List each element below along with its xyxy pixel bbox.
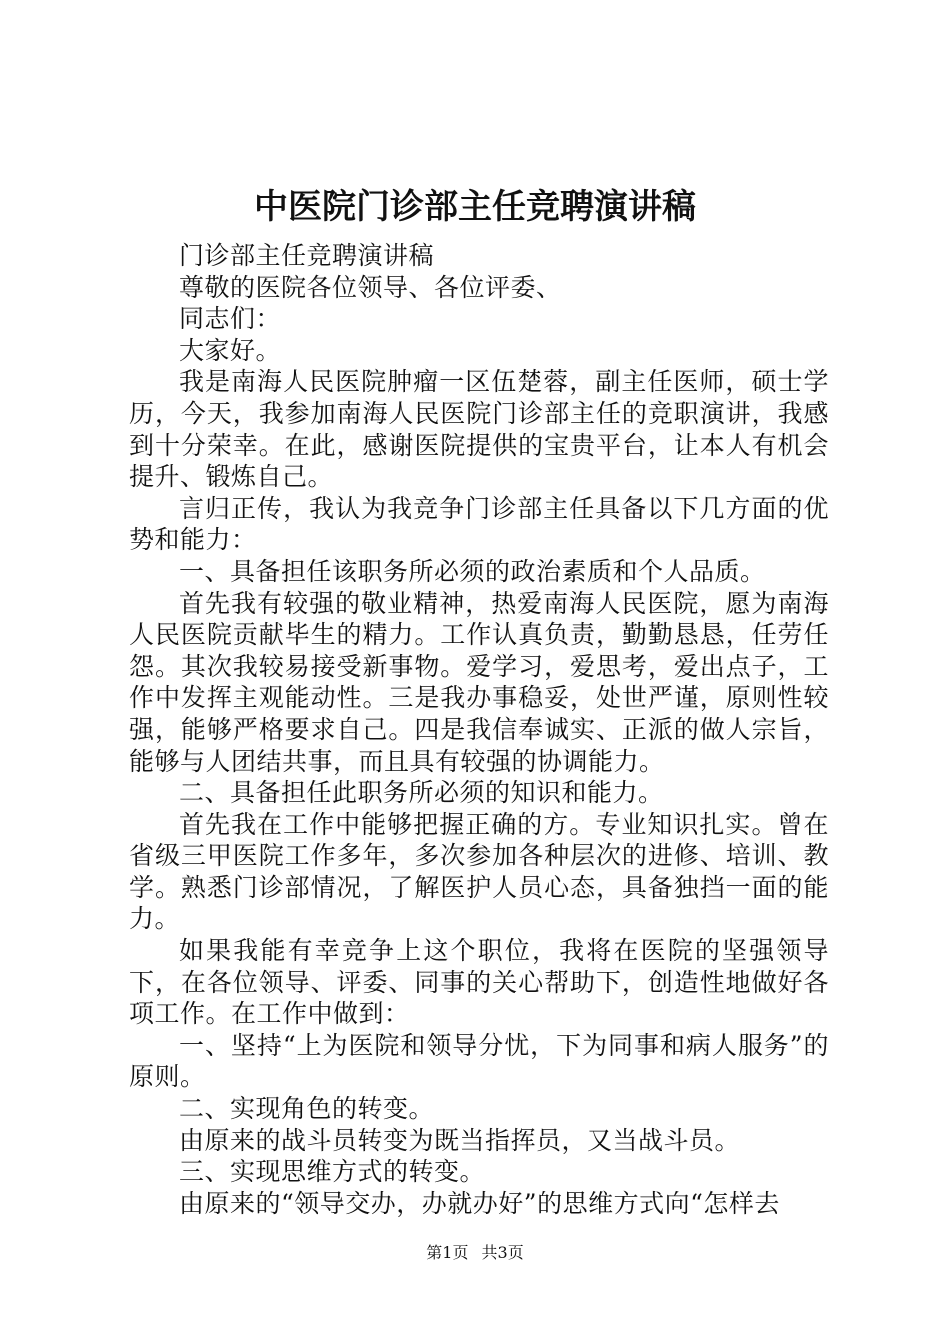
paragraph: 同志们：	[179, 304, 282, 334]
paragraph: 首先我有较强的敬业精神，热爱南海人民医院，愿为南海人民医院贡献毕生的精力。工作认真负责，勤勤恳恳，任劳任怨。其次我较易接受新事物。爱学习，爱思考，爱出点子，工作中发挥主观能动性。三是我办事稳妥，处世严谨，原则性较强，能够严格要求自己。四是我信奉诚实、正派的做人宗旨，能够与人团结共事，而且具有较强的协调能力。	[129, 588, 829, 776]
document-title: 中医院门诊部主任竞聘演讲稿	[254, 187, 696, 227]
paragraph: 三、实现思维方式的转变。	[179, 1157, 486, 1187]
paragraph: 言归正传，我认为我竞争门诊部主任具备以下几方面的优势和能力：	[129, 493, 829, 555]
paragraph: 如果我能有幸竞争上这个职位，我将在医院的坚强领导下，在各位领导、评委、同事的关心帮助下，创造性地做好各项工作。在工作中做到：	[129, 936, 829, 1029]
paragraph: 由原来的战斗员转变为既当指挥员，又当战斗员。	[179, 1125, 741, 1155]
paragraph: 我是南海人民医院肿瘤一区伍楚蓉，副主任医师，硕士学历，今天，我参加南海人民医院门诊部主任的竞职演讲，我感到十分荣幸。在此，感谢医院提供的宝贵平台，让本人有机会提升、锻炼自己。	[129, 367, 829, 492]
page-total: 共3页	[481, 1243, 524, 1262]
paragraph: 二、具备担任此职务所必须的知识和能力。	[179, 778, 664, 808]
paragraph: 尊敬的医院各位领导、各位评委、	[179, 272, 562, 302]
paragraph: 由原来的“领导交办，办就办好”的思维方式向“怎样去	[179, 1188, 780, 1218]
paragraph: 首先我在工作中能够把握正确的方。专业知识扎实。曾在省级三甲医院工作多年，多次参加各种层次的进修、培训、教学。熟悉门诊部情况，了解医护人员心态，具备独挡一面的能力。	[129, 809, 829, 934]
paragraph: 二、实现角色的转变。	[179, 1094, 435, 1124]
paragraph: 门诊部主任竞聘演讲稿	[179, 241, 435, 270]
page-footer	[0, 1241, 950, 1265]
paragraph: 一、具备担任该职务所必须的政治素质和个人品质。	[179, 556, 766, 586]
page-number: 第1页	[426, 1243, 469, 1262]
paragraph: 一、坚持“上为医院和领导分忧，下为同事和病人服务”的原则。	[129, 1030, 829, 1092]
paragraph: 大家好。	[179, 335, 282, 365]
document-body	[129, 240, 829, 1219]
